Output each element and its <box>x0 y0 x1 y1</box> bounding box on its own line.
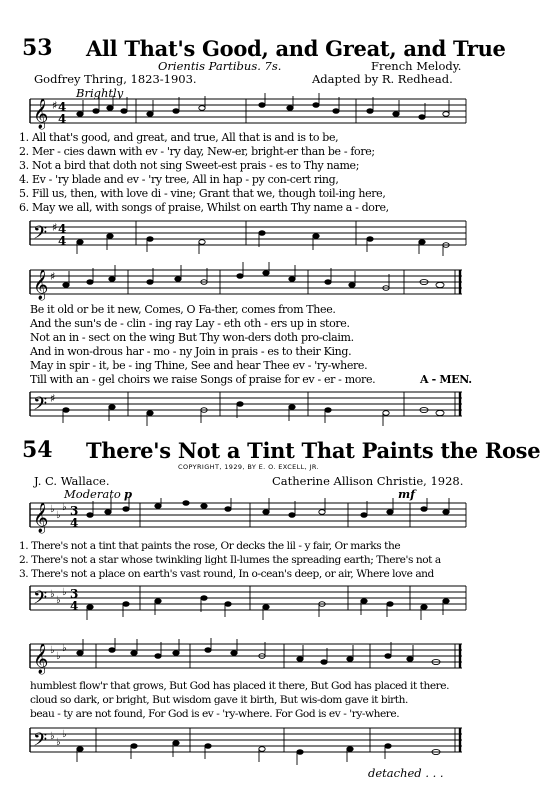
hymn-54-footer-marking: detached . . . <box>368 766 444 780</box>
svg-text:♯: ♯ <box>50 270 56 283</box>
hymn-53-notes-1 <box>0 96 480 130</box>
hymn-53-arranger: Adapted by R. Redhead. <box>312 72 453 86</box>
hymn-54-author: J. C. Wallace. <box>34 474 110 488</box>
hymn-54-verse-2-cont: cloud so dark, or bright, But wisdom gave it birth, But wis-dom gave it birth. <box>30 694 408 706</box>
hymn-53-composer-credit: French Melody. <box>371 59 462 73</box>
hymn-53-verse-1-cont: Be it old or be it new, Comes, O Fa-ther, comes from Thee. <box>30 303 336 316</box>
hymn-53-verse-4: 4. Ev - 'ry blade and ev - 'ry tree, All in hap - py con-cert ring, <box>19 173 339 186</box>
hymn-54-verse-3: 3. There's not a place on earth's vast round, In o-cean's deep, or air, Where love and <box>19 568 434 580</box>
hymn-53-verses-block-1 <box>19 131 389 215</box>
svg-text:♭: ♭ <box>50 589 55 600</box>
svg-text:♭: ♭ <box>50 504 55 515</box>
hymn-54-tempo: Moderato <box>64 487 121 501</box>
svg-text:𝄢: 𝄢 <box>33 730 48 755</box>
svg-text:4: 4 <box>70 599 79 613</box>
svg-text:𝄢: 𝄢 <box>33 223 48 248</box>
svg-text:♭: ♭ <box>56 595 61 606</box>
svg-text:♭: ♭ <box>62 587 67 598</box>
hymn-53-bass-staff-1 <box>0 216 480 256</box>
hymn-53-verse-6: 6. May we all, with songs of praise, Whilst on earth Thy name a - dore, <box>19 201 389 214</box>
hymn-54-title: There's Not a Tint That Paints the Rose <box>86 438 540 463</box>
svg-text:♭: ♭ <box>50 731 55 742</box>
hymn-54-treble-staff-1 <box>0 498 480 538</box>
hymn-54-verse-2: 2. There's not a star whose twinkling light Il-lumes the spreading earth; There's not a <box>19 554 441 566</box>
svg-text:𝄢: 𝄢 <box>33 588 48 613</box>
hymn-53-verse-6-cont: Till with an - gel choirs we raise Songs of praise for ev - er - more. <box>30 373 376 386</box>
hymn-54-verse-1: 1. There's not a tint that paints the rose, Or decks the lil - y fair, Or marks the <box>19 540 401 552</box>
svg-text:♭: ♭ <box>56 651 61 662</box>
svg-text:♯: ♯ <box>52 99 58 112</box>
svg-text:3: 3 <box>70 504 79 518</box>
hymn-53-tempo: Brightly <box>76 86 124 100</box>
hymn-54-dynamic-mf: mf <box>398 487 416 501</box>
hymn-54-bass-staff-1 <box>0 582 480 622</box>
hymn-53-title: All That's Good, and Great, and True <box>86 36 506 61</box>
hymn-53-verses-block-2 <box>30 303 375 387</box>
svg-text:♯: ♯ <box>52 221 58 234</box>
hymn-53-verse-5-cont: May in spir - it, be - ing Thine, See and hear Thee ev - 'ry-where. <box>30 359 368 372</box>
hymn-54-verse-1-cont: humblest flow'r that grows, But God has placed it there, But God has placed it there. <box>30 680 450 692</box>
hymn-53-verse-2: 2. Mer - cies dawn with ev - 'ry day, New-er, bright-er than be - fore; <box>19 145 375 158</box>
svg-text:4: 4 <box>58 234 67 248</box>
svg-text:𝄢: 𝄢 <box>33 394 48 419</box>
svg-text:♭: ♭ <box>56 510 61 521</box>
hymn-53-author: Godfrey Thring, 1823-1903. <box>34 72 197 86</box>
hymn-53-verse-2-cont: And the sun's de - clin - ing ray Lay - eth oth - ers up in store. <box>30 317 350 330</box>
hymn-53-amen: A - MEN. <box>420 373 472 386</box>
hymn-53-verse-4-cont: And in won-drous har - mo - ny Join in prais - es to their King. <box>30 345 352 358</box>
hymn-54-treble-staff-2 <box>0 638 480 678</box>
svg-text:𝄞: 𝄞 <box>33 503 49 533</box>
hymn-54-composer-credit: Catherine Allison Christie, 1928. <box>272 474 464 488</box>
hymn-53-verse-3-cont: Not an in - sect on the wing But Thy won-ders doth pro-claim. <box>30 331 354 344</box>
hymn-54-verses-block-1 <box>19 539 441 581</box>
hymn-53-treble-staff-2 <box>0 262 480 302</box>
hymn-54-bass-staff-2 <box>0 722 480 768</box>
svg-text:♭: ♭ <box>62 502 67 513</box>
svg-text:4: 4 <box>58 112 67 126</box>
hymn-53-tune: Orientis Partibus. 7s. <box>158 59 282 73</box>
hymn-54-verses-block-2 <box>30 679 449 721</box>
svg-text:♭: ♭ <box>62 643 67 654</box>
svg-text:4: 4 <box>58 100 67 114</box>
hymn-53-verse-3: 3. Not a bird that doth not sing Sweet-est prais - es to Thy name; <box>19 159 360 172</box>
hymn-53-number: 53 <box>22 35 53 61</box>
hymn-53-verse-5: 5. Fill us, then, with love di - vine; Grant that we, though toil-ing here, <box>19 187 386 200</box>
svg-text:𝄞: 𝄞 <box>33 644 49 674</box>
hymn-53-verse-1: 1. All that's good, and great, and true, All that is and is to be, <box>19 131 339 144</box>
hymn-53-bass-staff-2 <box>0 388 480 428</box>
hymn-54-copyright: COPYRIGHT, 1929, BY E. O. EXCELL, JR. <box>178 463 320 471</box>
svg-text:3: 3 <box>70 587 79 601</box>
svg-text:4: 4 <box>58 222 67 236</box>
svg-text:𝄞: 𝄞 <box>33 270 49 300</box>
svg-text:♭: ♭ <box>50 645 55 656</box>
hymn-54-number: 54 <box>22 437 53 463</box>
svg-text:♯: ♯ <box>50 392 56 405</box>
svg-text:𝄞: 𝄞 <box>33 99 49 129</box>
svg-text:♭: ♭ <box>56 737 61 748</box>
hymn-54-verse-3-cont: beau - ty are not found, For God is ev - 'ry-where. For God is ev - 'ry-where. <box>30 708 400 720</box>
svg-text:♭: ♭ <box>62 729 67 740</box>
hymn-54-dynamic-p: p <box>124 487 133 501</box>
svg-text:4: 4 <box>70 516 79 530</box>
